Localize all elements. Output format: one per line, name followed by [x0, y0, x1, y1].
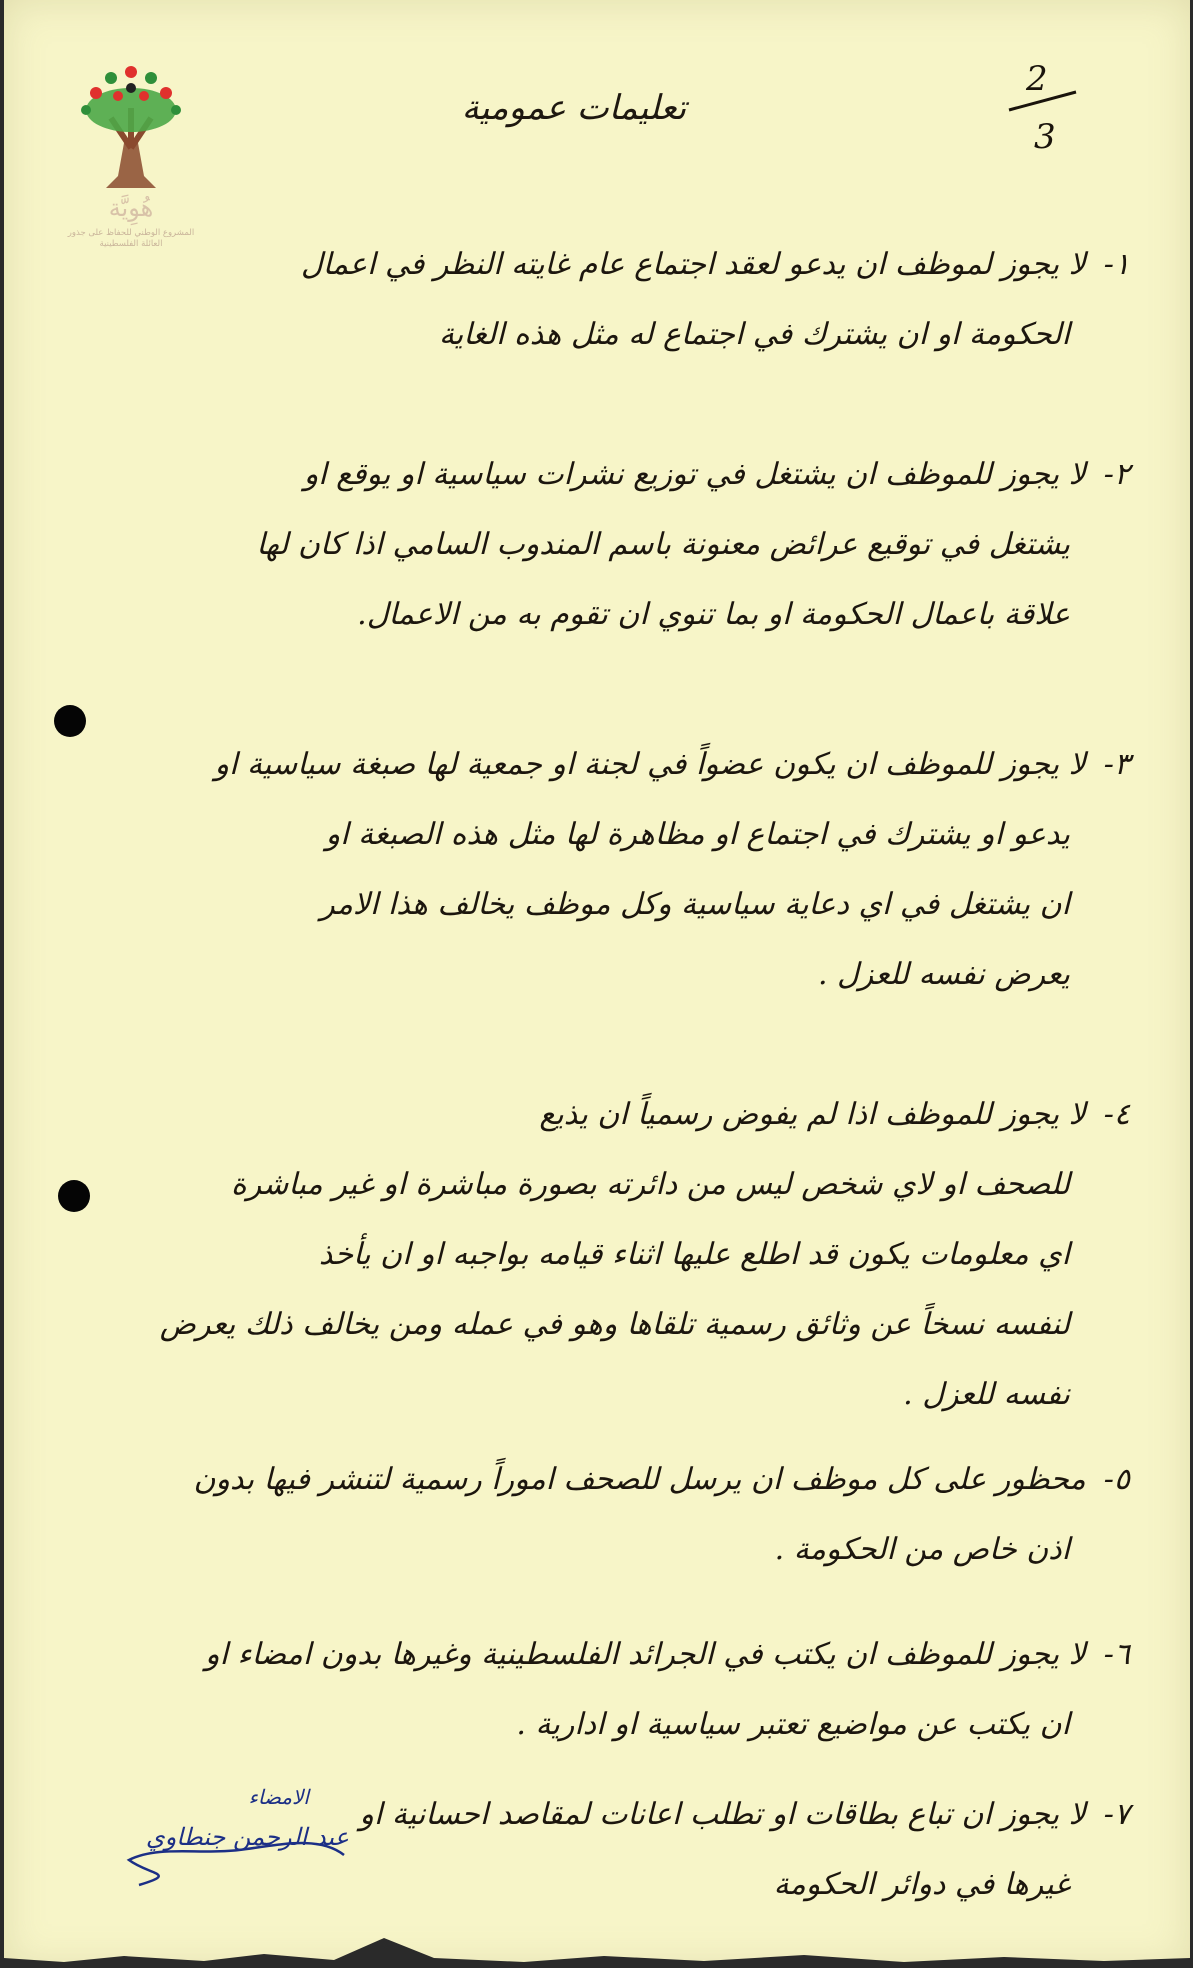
clause-line: يعرض نفسه للعزل . [817, 957, 1070, 992]
clause-line: نفسه للعزل . [903, 1377, 1070, 1412]
clause-number: ٣- [1103, 747, 1130, 782]
punch-hole [58, 1180, 90, 1212]
page-mark-numerator: 2 [1026, 59, 1048, 99]
clause-line: يدعو او يشترك في اجتماع او مظاهرة لها مثل هذه الصبغة او [325, 817, 1070, 852]
clause-number: ٦- [1103, 1637, 1130, 1672]
signature-block [119, 1785, 349, 1905]
clause-line: اي معلومات يكون قد اطلع عليها اثناء قيامه بواجبه او ان يأخذ [318, 1237, 1070, 1272]
clause-line: ان يشتغل في اي دعاية سياسية وكل موظف يخالف هذا الامر [320, 887, 1070, 922]
clause-line: لنفسه نسخاً عن وثائق رسمية تلقاها وهو في عمله ومن يخالف ذلك يعرض [159, 1307, 1070, 1342]
signature-name: عبد الرحمن جنطاوي [145, 1823, 349, 1851]
clause-6 [205, 1620, 1130, 1760]
clause-line: اذن خاص من الحكومة . [774, 1532, 1070, 1567]
clause-number: ٥- [1103, 1462, 1130, 1497]
clause-line: محظور على كل موظف ان يرسل للصحف اموراً رسمية لتنشر فيها بدون [193, 1462, 1086, 1497]
clause-line: الحكومة او ان يشترك في اجتماع له مثل هذه الغاية [438, 317, 1070, 352]
clause-line: لا يجوز للموظف اذا لم يفوض رسمياً ان يذيع [539, 1097, 1086, 1132]
clause-number: ٤- [1103, 1097, 1130, 1132]
clause-5 [193, 1445, 1130, 1585]
clause-number: ٧- [1103, 1797, 1130, 1832]
clause-line: غيرها في دوائر الحكومة [773, 1867, 1070, 1902]
clause-3 [215, 730, 1130, 1010]
logo-tagline: المشروع الوطني للحفاظ على جذور العائلة الفلسطينية [67, 228, 195, 249]
signature-label: الامضاء [248, 1785, 309, 1809]
clause-line: ان يكتب عن مواضيع تعتبر سياسية او ادارية . [516, 1707, 1070, 1742]
tree-emblem-icon [66, 48, 196, 198]
clause-line: لا يجوز للموظف ان يشتغل في توزيع نشرات سياسية او يوقع او [303, 457, 1086, 492]
document-title: تعليمات عمومية [461, 88, 687, 128]
clause-line: للصحف او لاي شخص ليس من دائرته بصورة مباشرة او غير مباشرة [231, 1167, 1070, 1202]
clause-number: ٢- [1103, 457, 1130, 492]
watermark-logo [66, 48, 196, 253]
clause-7 [360, 1780, 1130, 1920]
clause-line: لا يجوز لموظف ان يدعو لعقد اجتماع عام غايته النظر في اعمال [300, 247, 1086, 282]
punch-hole [54, 705, 86, 737]
document-page [4, 0, 1190, 1968]
clause-line: لا يجوز ان تباع بطاقات او تطلب اعانات لمقاصد احسانية او [359, 1797, 1086, 1832]
clause-line: يشتغل في توقيع عرائض معنونة باسم المندوب السامي اذا كان لها [256, 527, 1070, 562]
clause-2 [256, 440, 1130, 650]
clause-1 [301, 230, 1130, 370]
page-mark-denominator: 3 [1034, 117, 1056, 157]
clause-4 [160, 1080, 1130, 1430]
clause-line: لا يجوز للموظف ان يكتب في الجرائد الفلسطينية وغيرها بدون امضاء او [205, 1637, 1086, 1672]
page-number-mark [1004, 48, 1084, 158]
torn-bottom-edge [4, 1928, 1190, 1968]
clause-line: علاقة باعمال الحكومة او بما تنوي ان تقوم به من الاعمال. [357, 597, 1070, 632]
logo-wordmark: هُوِيَّة [108, 194, 154, 222]
clause-number: ١- [1103, 247, 1130, 282]
clause-line: لا يجوز للموظف ان يكون عضواً في لجنة او جمعية لها صبغة سياسية او [214, 747, 1086, 782]
